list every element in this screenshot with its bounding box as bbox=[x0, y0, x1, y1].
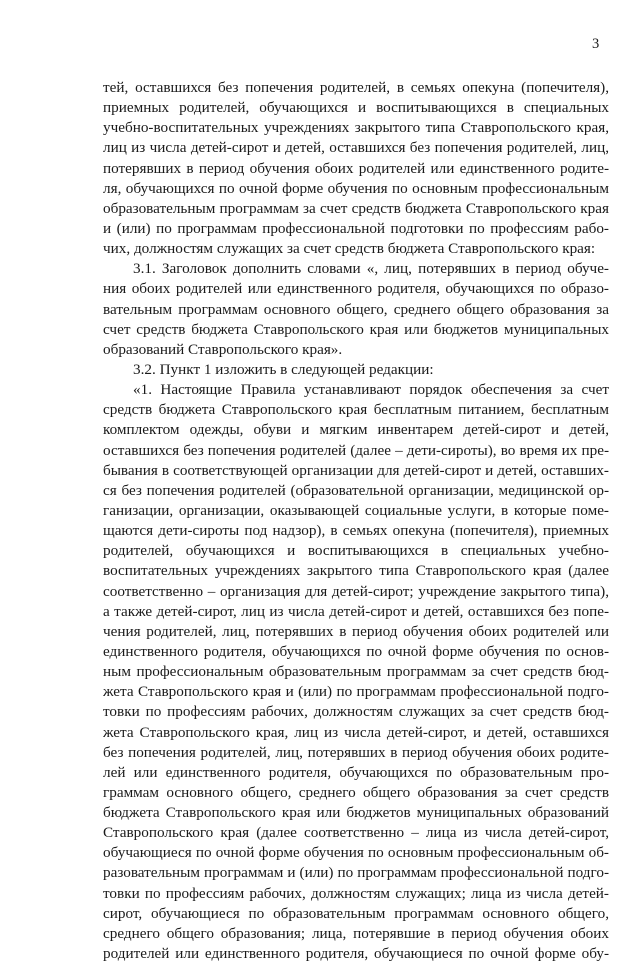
text-line: воспитательных учреждениях закрытого типа Ставропольского края (далее bbox=[103, 562, 609, 580]
text-line: ния обоих родителей или единственного родителя, обучающихся по образо- bbox=[103, 280, 609, 298]
text-line: ганизации, организации, оказывающей социальные услуги, в которые поме- bbox=[103, 501, 609, 519]
text-line: оставшихся без попечения родителей (далее – дети-сироты), во время их пре- bbox=[103, 441, 609, 459]
text-line: образований Ставропольского края». bbox=[103, 340, 343, 358]
text-line: щаются дети-сироты под надзор), в семьях опекуна (попечителя), приемных bbox=[103, 522, 609, 540]
text-line: приемных родителей, обучающихся и воспитывающихся в специальных bbox=[103, 99, 609, 117]
text-line: комплектом одежды, обуви и мягким инвентарем детей-сирот и детей, bbox=[103, 421, 609, 439]
text-line: «1. Настоящие Правила устанавливают порядок обеспечения за счет bbox=[133, 381, 609, 399]
text-line: Ставропольского края (далее соответственно – лица из числа детей-сирот, bbox=[103, 824, 609, 842]
text-line: обучающиеся по очной форме обучения по основным профессиональным об- bbox=[103, 844, 609, 862]
text-line: 3.2. Пункт 1 изложить в следующей редакции: bbox=[133, 360, 434, 378]
text-line: разовательным программам и (или) по программам профессиональной подго- bbox=[103, 864, 609, 882]
text-line: без попечения родителей, лиц, потерявших в период обучения обоих родите- bbox=[103, 743, 609, 761]
text-line: среднего общего образования; лица, потерявшие в период обучения обоих bbox=[103, 924, 609, 942]
text-line: образовательным программам за счет средств бюджета Ставропольского края bbox=[103, 199, 609, 217]
text-line: лиц из числа детей-сирот и детей, оставшихся без попечения родителей, лиц, bbox=[103, 139, 609, 157]
text-line: соответственно – организация для детей-сирот; учреждение закрытого типа), bbox=[103, 582, 609, 600]
text-line: и (или) по программам профессиональной подготовки по профессиям рабо- bbox=[103, 219, 609, 237]
text-line: бывания в соответствующей организации для детей-сирот и детей, оставших- bbox=[103, 461, 609, 479]
text-line: товки по профессиям рабочих, должностям служащих за счет средств бюд- bbox=[103, 703, 609, 721]
text-line: потерявших в период обучения обоих родителей или единственного родите- bbox=[103, 159, 609, 177]
text-line: товки по профессиям рабочих, должностям служащих; лица из числа детей- bbox=[103, 884, 609, 902]
text-line: жета Ставропольского края, лиц из числа детей-сирот, и детей, оставшихся bbox=[103, 723, 609, 741]
text-line: бюджета Ставропольского края или бюджетов муниципальных образований bbox=[103, 804, 609, 822]
text-line: а также детей-сирот, лиц из числа детей-сирот и детей, оставшихся без попе- bbox=[103, 602, 609, 620]
text-line: тей, оставшихся без попечения родителей, в семьях опекуна (попечителя), bbox=[103, 79, 609, 96]
text-line: вательным программам основного общего, среднего общего образования за bbox=[103, 300, 609, 318]
text-line: сирот, обучающиеся по образовательным программам основного общего, bbox=[103, 904, 609, 922]
document-body bbox=[103, 78, 609, 964]
text-line: жета Ставропольского края и (или) по программам профессиональной подго- bbox=[103, 683, 609, 701]
text-line: чения родителей, лиц, потерявших в период обучения обоих родителей или bbox=[103, 622, 609, 640]
text-line: родителей или единственного родителя, обучающиеся по очной форме обу- bbox=[103, 945, 609, 963]
text-line: счет средств бюджета Ставропольского края или бюджетов муниципальных bbox=[103, 320, 609, 338]
text-line: чих, должностям служащих за счет средств бюджета Ставропольского края: bbox=[103, 240, 596, 258]
text-line: граммам основного общего, среднего общего образования за счет средств bbox=[103, 783, 609, 801]
text-line: единственного родителя, обучающихся по очной форме обучения по основ- bbox=[103, 642, 609, 660]
text-line: родителей, обучающихся и воспитывающихся в специальных учебно- bbox=[103, 542, 609, 560]
text-line: 3.1. Заголовок дополнить словами «, лиц, потерявших в период обуче- bbox=[133, 260, 609, 278]
text-line: учебно-воспитательных учреждениях закрытого типа Ставропольского края, bbox=[103, 119, 609, 137]
text-line: лей или единственного родителя, обучающихся по образовательным про- bbox=[103, 763, 609, 781]
text-line: средств бюджета Ставропольского края бесплатным питанием, бесплатным bbox=[103, 401, 609, 419]
page-number: 3 bbox=[592, 36, 600, 52]
text-line: ля, обучающихся по очной форме обучения по основным профессиональным bbox=[103, 179, 609, 197]
text-line: ся без попечения родителей (образовательной организации, медицинской ор- bbox=[103, 481, 609, 499]
text-line: ным профессиональным образовательным программам за счет средств бюд- bbox=[103, 663, 609, 681]
